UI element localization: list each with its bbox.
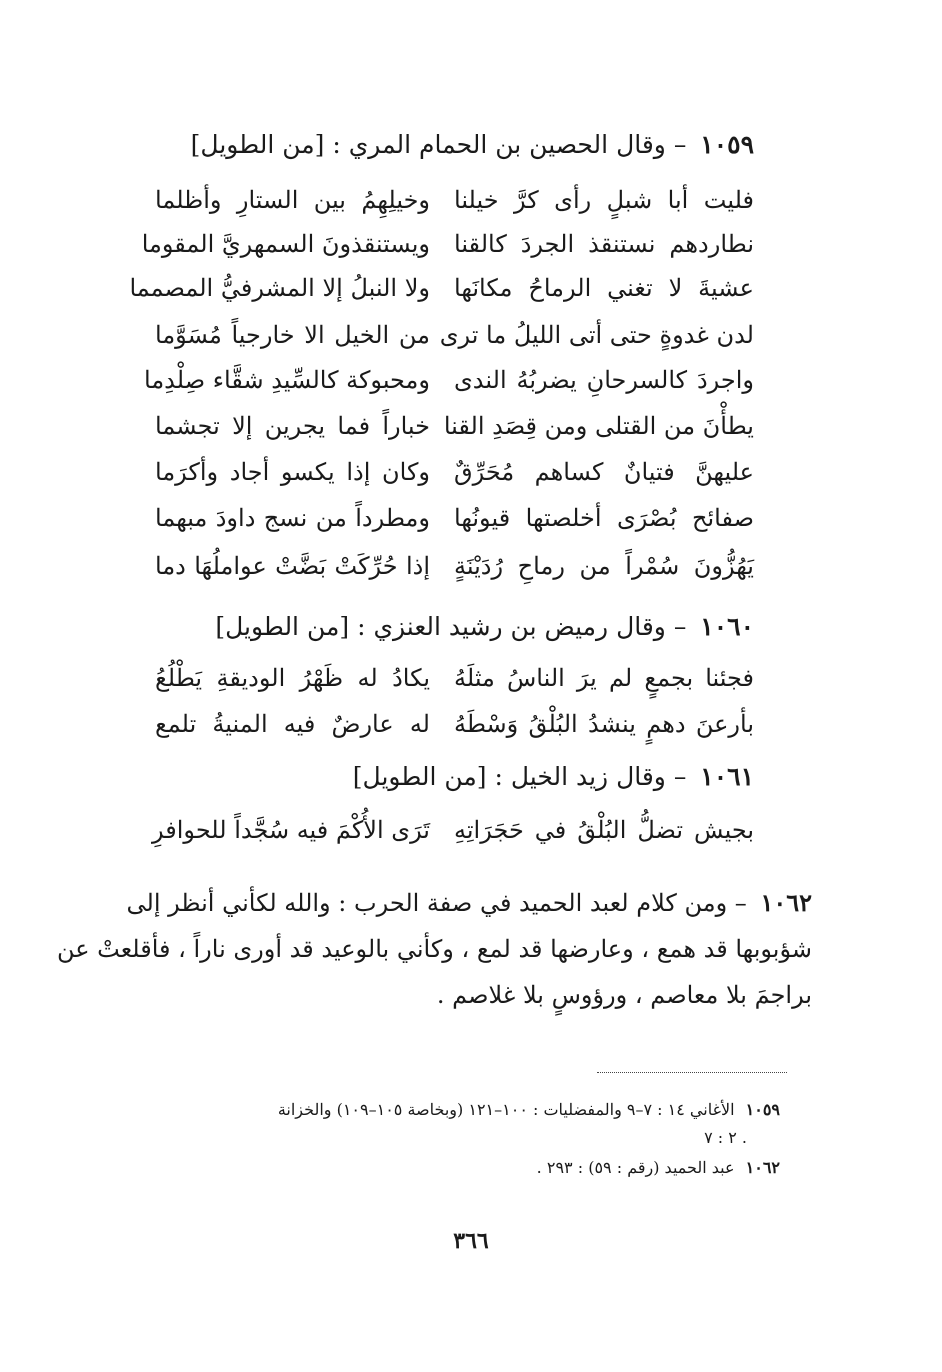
verse-line [155,664,754,704]
verse-first-hemistich: نطاردهم نستنقذ الجردَ كالقنا [454,230,754,258]
verse-line [129,274,754,314]
poem-heading-text: – وقال زيد الخيل : [من الطويل] [352,762,687,791]
poem-heading-text: – وقال رميض بن رشيد العنزي : [من الطويل] [215,612,687,641]
prose-line: شؤبوبها قد همع ، وعارضها قد لمع ، وكأني بالوعيد قد أورى ناراً ، فأقلعتْ عن [56,935,812,963]
verse-first-hemistich: واجردَ كالسرحانِ يضربُهُ الندى [454,366,754,394]
verse-line [155,186,754,226]
verse-first-hemistich: بجيش تضلُّ البُلْقُ في حَجَرَاتِهِ [454,816,754,844]
verse-second-hemistich: وكان إذا يكسو أجاد وأكرَما [155,458,430,486]
poem-heading-text: – وقال الحصين بن الحمام المري : [من الطويل] [190,130,687,159]
verse-second-hemistich: تَرَى الأُكْمَ فيه سُجَّداً للحوافرِ [152,816,430,844]
verse-first-hemistich: لدن غدوةٍ حتى أتى الليلُ ما ترى [439,321,754,349]
footnote-continuation [87,1128,747,1147]
prose-line-text: – ومن كلام لعبد الحميد في صفة الحرب : والله لكأني أنظر إلى [126,889,747,917]
footnote [120,1100,780,1119]
verse-first-hemistich: فجئنا بجمعٍ لم يرَ الناسُ مثلَهُ [454,664,754,692]
poem-number: ١٠٥٩ [700,130,754,159]
verse-first-hemistich: عشيةَ لا تغني الرماحُ مكانَها [454,274,754,302]
verse-second-hemistich: من الخيل الا خارجياً مُسَوَّما [155,321,430,349]
verse-line [152,816,754,856]
verse-line [155,504,754,544]
verse-first-hemistich: صفائح بُصْرَى أخلصتها قيونُها [454,504,754,532]
footnote-separator [597,1072,787,1073]
verse-first-hemistich: يَهُزُّونَ سُمْراً من رماحِ رُدَيْنَةٍ [454,552,754,580]
verse-line [155,710,754,750]
verse-first-hemistich: بأرعنَ دهمٍ ينشدُ البُلْقُ وَسْطَهُ [454,710,754,738]
prose-line [126,880,812,926]
prose-paragraph [56,880,812,1018]
verse-second-hemistich: ومطرداً من نسج داودَ مبهما [155,504,430,532]
poem-heading-1059 [154,130,754,159]
verse-line [155,412,754,452]
verse-line [141,230,754,270]
verse-second-hemistich: يكادُ له ظَهْرُ الوديقةِ يَطْلُعُ [155,664,430,692]
verse-second-hemistich: ويستنقذونَ السمهريَّ المقوما [141,230,430,258]
prose-line: براجمَ بلا معاصم ، ورؤوسٍ بلا غلاصم . [436,981,812,1009]
footnote-text: الأغاني ١٤ : ٧–٩ والمفضليات : ١٠٠–١٢١ (وبخاصة ١٠٥–١٠٩) والخزانة [277,1100,735,1119]
verse-second-hemistich: ومحبوكة كالسِّيدِ شقَّاء صِلْدِما [144,366,430,394]
footnote-text: عبد الحميد (رقم : ٥٩) : ٢٩٣ . [536,1158,735,1177]
poem-heading-1060 [154,612,754,641]
footnote-text: ٢ : ٧ . [704,1128,747,1147]
verse-first-hemistich: فليت أبا شبلٍ رأى كرَّ خيلنا [454,186,754,214]
footnote-number: ١٠٦٢ [745,1158,780,1177]
prose-number: ١٠٦٢ [760,888,812,917]
verse-line [155,552,754,592]
poem-number: ١٠٦١ [700,762,754,791]
verse-second-hemistich: وخيلِهِمُ بين الستارِ وأظلما [155,186,430,214]
footnote-number: ١٠٥٩ [745,1100,780,1119]
verse-second-hemistich: خباراً فما يجرين إلا تجشما [155,412,430,440]
verse-line [144,366,754,406]
verse-second-hemistich: له عارضٌ فيه المنيةُ تلمع [155,710,430,738]
verse-line [155,458,754,498]
poem-number: ١٠٦٠ [700,612,754,641]
poem-heading-1061 [154,762,754,791]
verse-first-hemistich: يطأْنَ من القتلى ومن قِصَدِ القنا [443,412,754,440]
footnote [120,1158,780,1177]
verse-second-hemistich: ولا النبلُ إلا المشرفيُّ المصمما [129,274,430,302]
verse-line [155,321,754,361]
page-number: ٣٦٦ [453,1228,489,1254]
verse-second-hemistich: إذا حُرِّكَتْ بَضَّتْ عواملُهَا دما [155,552,430,580]
verse-first-hemistich: عليهنَّ فتيانٌ كساهم مُحَرِّقٌ [454,458,754,486]
